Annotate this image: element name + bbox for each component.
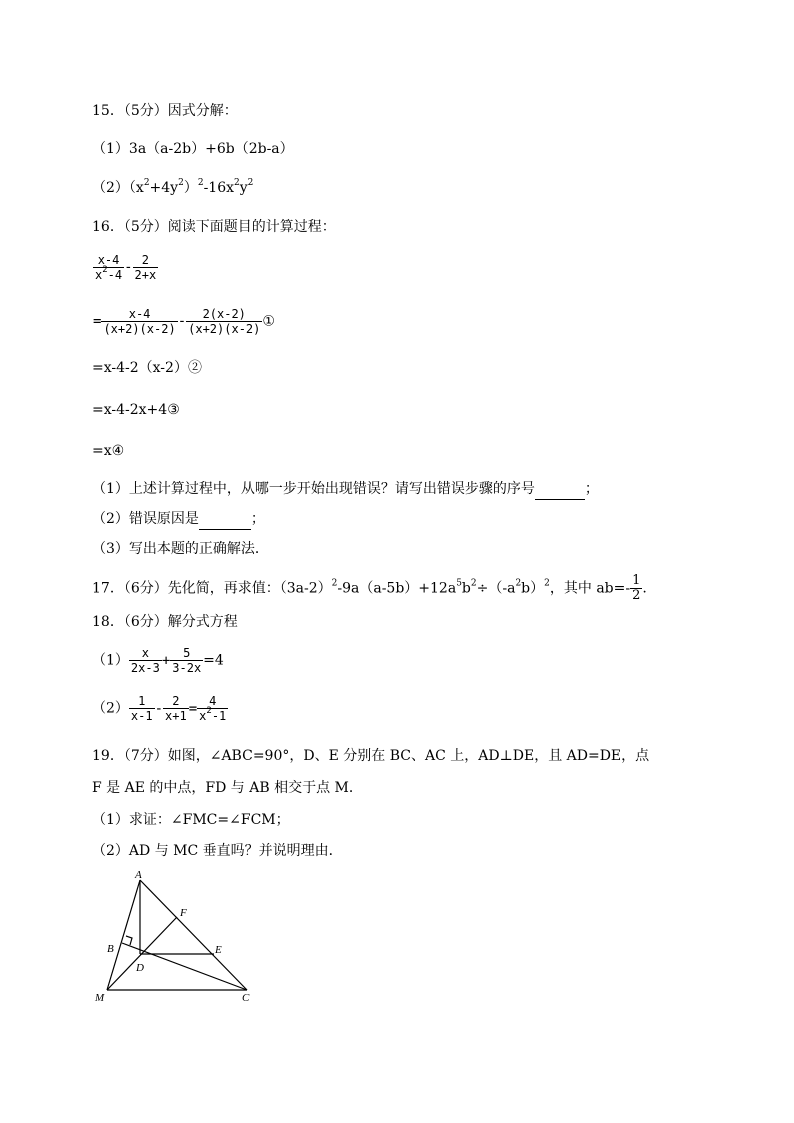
label-c: C [242,992,250,1004]
q19-line1: 19．（7分）如图，∠ABC=90°，D、E 分别在 BC、AC 上，AD⊥DE，且 AD=DE，点 [92,748,650,764]
q19-line2: F 是 AE 的中点，FD 与 AB 相交于点 M． [92,780,363,796]
segment-ac [140,880,247,990]
q16-part3: （3）写出本题的正确解法． [92,541,269,557]
q19-part1: （1）求证：∠FMC=∠FCM； [92,812,290,828]
q17-text: 17．（6分）先化简，再求值：$(3a-2)^2-9a(a-5b)+12a^5b^2\div(-a^2b)^2$，其中 ab=- $\frac{1}{2}$ . [92,573,647,603]
fraction: $\frac{2}{x+1}$ [165,694,187,723]
fraction: $\frac{x}{2x-3}$ [130,646,160,675]
answer-blank [535,479,585,500]
q16-step1: = $\frac{x-4}{(x+2)(x-2)}$ - $\frac{2(x-2)}{(x+2)(x-2)}$ ① [93,307,275,336]
fraction: $\frac{4}{x^2-1}$ [199,694,227,723]
answer-blank [199,509,251,530]
fraction: $\frac{2(x-2)}{(x+2)(x-2)}$ [188,307,261,336]
q16-title: 16．（5分）阅读下面题目的计算过程： [92,219,336,235]
label-e: E [215,944,222,956]
label-d: D [136,962,144,974]
label-f: F [180,907,187,919]
q19-part2: （2）AD 与 MC 垂直吗？并说明理由． [92,843,343,859]
right-angle-mark [126,936,132,945]
q15-part1: （1）3a（a-2b）+6b（2b-a） [92,141,294,157]
q16-step3: =x-4-2x+4③ [92,402,180,418]
q18-part1: （1） $\frac{x}{2x-3}$ + $\frac{5}{3-2x}$ =4 [92,646,224,675]
q18-title: 18．（6分）解分式方程 [92,614,238,630]
fraction: $\frac{x-4}{x^2-4}$ [95,253,123,282]
q18-part2: （2） $\frac{1}{x-1}$ - $\frac{2}{x+1}$ = $\frac{4}{x^2-1}$ [92,694,227,723]
q16-step2: =x-4-2（x-2）② [92,360,202,376]
fraction: $\frac{2}{2+x}$ [134,253,157,282]
q16-part1: （1）上述计算过程中，从哪一步开始出现错误？请写出错误步骤的序号 ； [92,479,599,500]
fraction: $\frac{1}{x-1}$ [130,694,153,723]
q16-step4: =x④ [92,443,125,459]
label-b: B [107,943,114,955]
figure-lines [107,880,247,990]
label-m: M [95,992,105,1004]
q16-expression: $\frac{x-4}{x^2-4}$ - $\frac{2}{2+x}$ [95,253,157,282]
fraction: $\frac{1}{2}$ [632,573,641,603]
fraction: $\frac{5}{3-2x}$ [172,646,202,675]
q16-part2: （2）错误原因是 ； [92,509,265,530]
label-a: A [135,869,142,881]
geometry-figure [90,868,270,1008]
fraction: $\frac{x-4}{(x+2)(x-2)}$ [103,307,176,336]
q15-title: 15．（5分）因式分解： [92,103,238,119]
q15-part2: $(2)(x^2+4y^2)^2-16x^2y^2$ [92,178,254,196]
